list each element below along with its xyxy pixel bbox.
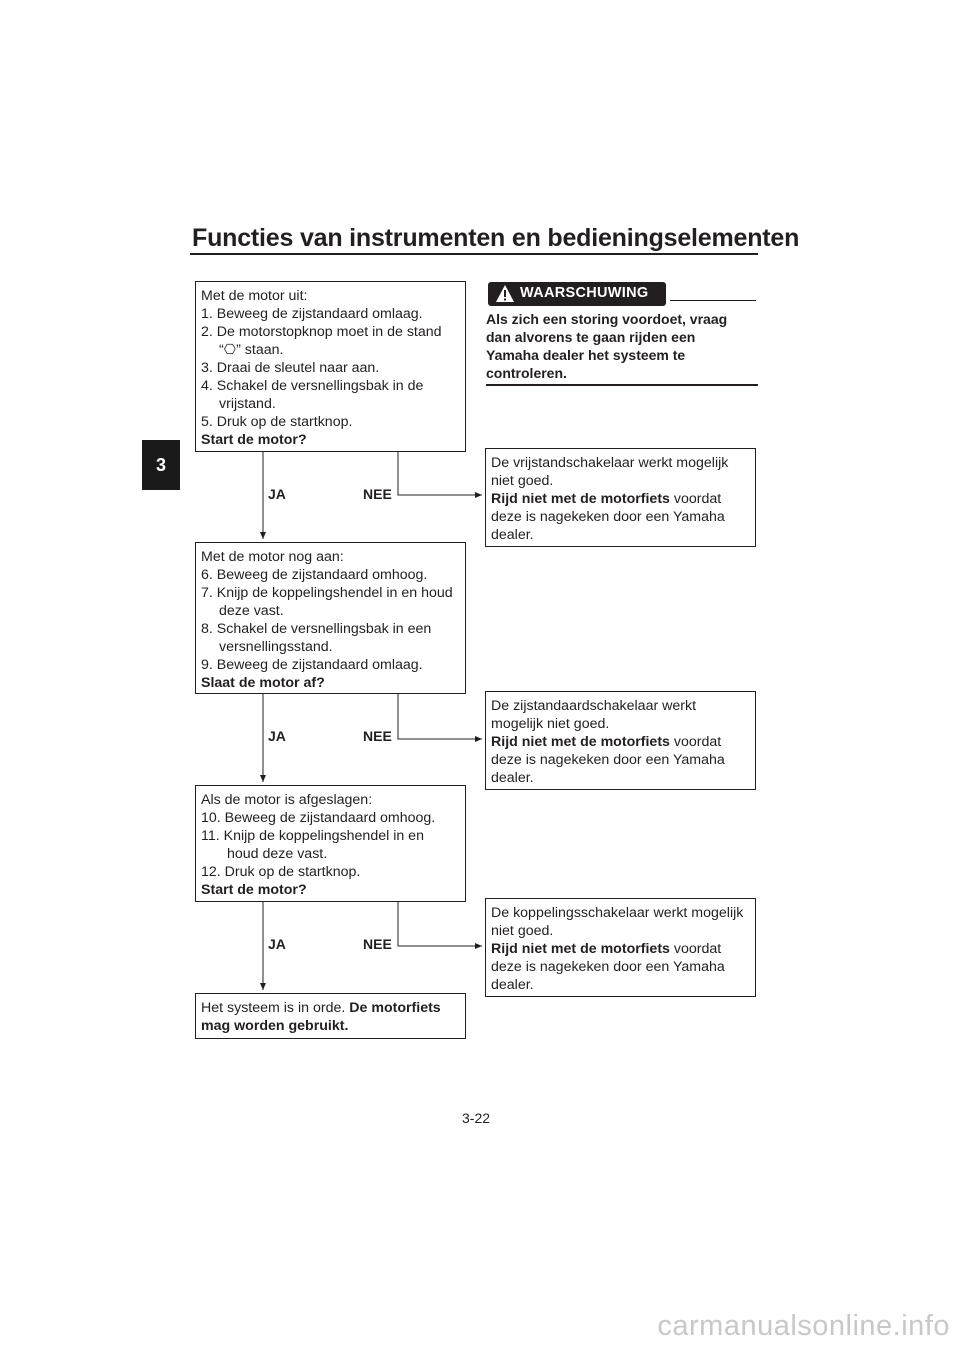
fault-text: voordat	[669, 491, 722, 507]
fault-text: De koppelingsschakelaar werkt mogelijk	[491, 905, 744, 921]
step-item: 8. Schakel de versnellingsbak in een	[201, 621, 432, 637]
page-title: Functies van instrumenten en bedieningselementen	[192, 224, 800, 252]
step-item: deze vast.	[219, 603, 284, 619]
step-item: 1. Beweeg de zijstandaard omlaag.	[201, 306, 423, 322]
warning-label: WAARSCHUWING	[520, 285, 649, 301]
fault-text: dealer.	[491, 527, 534, 543]
watermark: carmanualsonline.info	[657, 1310, 950, 1342]
final-text: Het systeem is in orde.	[201, 1000, 350, 1016]
fault-text: niet goed.	[491, 923, 554, 939]
no-label: NEE	[363, 728, 392, 744]
chapter-tab-number: 3	[155, 454, 166, 475]
flow-step-2	[195, 542, 466, 694]
fault-box-1	[485, 448, 756, 547]
step-item: 11. Knijp de koppelingshendel in en	[201, 828, 424, 844]
step-intro: Met de motor uit:	[201, 288, 308, 304]
flow-step-3	[195, 785, 466, 902]
yes-label: JA	[268, 486, 286, 502]
no-label: NEE	[363, 936, 392, 952]
step-intro: Met de motor nog aan:	[201, 549, 344, 565]
warning-bottom-rule	[486, 384, 758, 386]
fault-text: deze is nagekeken door een Yamaha	[491, 752, 725, 768]
fault-warning: Rijd niet met de motorfiets	[491, 491, 670, 507]
fault-text: voordat	[669, 734, 722, 750]
step-question: Start de motor?	[201, 882, 307, 898]
no-connector-3	[398, 902, 482, 946]
no-connector-2	[398, 694, 482, 739]
step-item: 6. Beweeg de zijstandaard omhoog.	[201, 567, 428, 583]
step-item: vrijstand.	[219, 396, 276, 412]
fault-text: De zijstandaardschakelaar werkt	[491, 698, 697, 714]
fault-text: dealer.	[491, 770, 534, 786]
flow-step-1	[195, 281, 466, 452]
final-bold: De motorfiets	[349, 1000, 441, 1016]
page-number: 3-22	[462, 1110, 491, 1126]
fault-text: dealer.	[491, 977, 534, 993]
step-item: 3. Draai de sleutel naar aan.	[201, 360, 380, 376]
yes-label: JA	[268, 728, 286, 744]
step-item: 2. De motorstopknop moet in de stand	[201, 324, 442, 340]
fault-box-2	[485, 691, 756, 790]
fault-box-3	[485, 898, 756, 997]
warning-rule	[670, 300, 756, 301]
step-item: “⎔” staan.	[219, 342, 284, 358]
warning-line: Als zich een storing voordoet, vraag	[486, 311, 728, 327]
fault-text: niet goed.	[491, 473, 554, 489]
fault-text: mogelijk niet goed.	[491, 716, 610, 732]
final-bold-2: mag worden gebruikt.	[201, 1018, 349, 1034]
fault-text: deze is nagekeken door een Yamaha	[491, 959, 725, 975]
step-item: houd deze vast.	[227, 846, 328, 862]
no-label: NEE	[363, 486, 392, 502]
step-question: Start de motor?	[201, 432, 307, 448]
warning-line: dan alvorens te gaan rijden een	[486, 329, 696, 345]
warning-line: controleren.	[486, 365, 567, 381]
step-item: 4. Schakel de versnellingsbak in de	[201, 378, 424, 394]
step-intro: Als de motor is afgeslagen:	[201, 792, 373, 808]
step-question: Slaat de motor af?	[201, 675, 325, 691]
step-item: versnellingsstand.	[219, 639, 333, 655]
fault-warning: Rijd niet met de motorfiets	[491, 941, 670, 957]
warning-triangle-icon	[495, 284, 515, 304]
fault-warning: Rijd niet met de motorfiets	[491, 734, 670, 750]
warning-line: Yamaha dealer het systeem te	[486, 347, 686, 363]
yes-label: JA	[268, 936, 286, 952]
fault-text: deze is nagekeken door een Yamaha	[491, 509, 725, 525]
step-item: 5. Druk op de startknop.	[201, 414, 353, 430]
flow-final	[195, 993, 466, 1039]
fault-text: De vrijstandschakelaar werkt mogelijk	[491, 455, 729, 471]
warning-text	[486, 310, 758, 382]
step-item: 9. Beweeg de zijstandaard omlaag.	[201, 657, 423, 673]
step-item: 10. Beweeg de zijstandaard omhoog.	[201, 810, 436, 826]
fault-text: voordat	[669, 941, 722, 957]
step-item: 12. Druk op de startknop.	[201, 864, 361, 880]
step-item: 7. Knijp de koppelingshendel in en houd	[201, 585, 453, 601]
no-connector-1	[398, 452, 482, 495]
